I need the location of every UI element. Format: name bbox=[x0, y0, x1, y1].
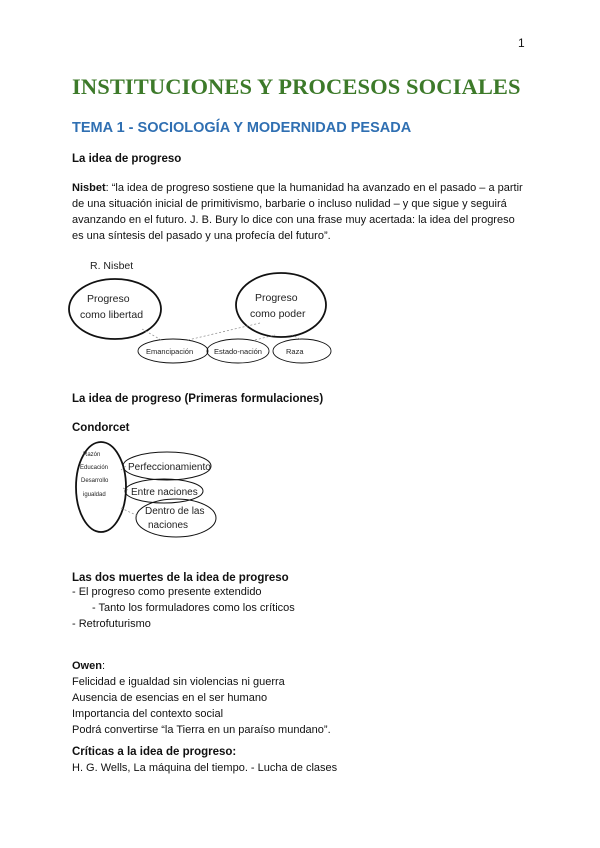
oval-label: como libertad bbox=[80, 309, 144, 321]
owen-line: Podrá convertirse “la Tierra en un paraíso mundano”. bbox=[72, 724, 331, 736]
branch-label: Dentro de las bbox=[145, 506, 205, 517]
oval-progreso-poder bbox=[236, 273, 326, 337]
nisbet-quote bbox=[72, 180, 523, 244]
section-heading-primeras-formulaciones: La idea de progreso (Primeras formulaciones) bbox=[72, 393, 324, 405]
dos-muertes-list bbox=[72, 584, 295, 632]
quote-line: : “la idea de progreso sostiene que la humanidad ha avanzado en el pasado – a partir bbox=[105, 182, 523, 194]
core-item: Razón bbox=[83, 452, 101, 458]
owen-name: Owen bbox=[72, 660, 102, 672]
owen-line: Felicidad e igualdad sin violencias ni guerra bbox=[72, 676, 285, 688]
list-item: - Retrofuturismo bbox=[72, 618, 151, 630]
owen-block bbox=[72, 658, 331, 738]
owen-line: Ausencia de esencias en el ser humano bbox=[72, 692, 268, 704]
section-heading-criticas: Críticas a la idea de progreso: bbox=[72, 746, 237, 758]
oval-label: Progreso bbox=[87, 293, 130, 305]
topic-heading: TEMA 1 - SOCIOLOGÍA Y MODERNIDAD PESADA bbox=[72, 120, 412, 136]
quote-line: de una situación inicial de primitivismo, barbarie o incluso nulidad – y que sigue y seguirá bbox=[72, 198, 507, 210]
branch-label: Entre naciones bbox=[131, 487, 198, 498]
oval-label: Emancipación bbox=[146, 347, 194, 356]
oval-label: como poder bbox=[250, 308, 306, 320]
quote-line: es una síntesis del pasado y una profecía del futuro”. bbox=[72, 230, 331, 242]
section-heading-dos-muertes: Las dos muertes de la idea de progreso bbox=[72, 572, 289, 584]
diagram-author: R. Nisbet bbox=[90, 260, 134, 272]
nisbet-diagram bbox=[60, 255, 360, 370]
branch-label: naciones bbox=[148, 520, 189, 531]
list-item: - Tanto los formuladores como los críticos bbox=[92, 602, 295, 614]
oval-dentro-naciones bbox=[136, 499, 216, 537]
list-item: - El progreso como presente extendido bbox=[72, 586, 262, 598]
connector-line bbox=[188, 323, 260, 340]
document-title: INSTITUCIONES Y PROCESOS SOCIALES bbox=[72, 74, 521, 99]
owen-colon: : bbox=[101, 660, 106, 672]
oval-label: Progreso bbox=[255, 292, 298, 304]
quote-line: avanzando en el futuro. J. B. Bury lo dice con una frase muy acertada: la idea del progreso bbox=[72, 214, 515, 226]
core-item: Desarrollo bbox=[81, 478, 109, 484]
page-number: 1 bbox=[518, 36, 525, 50]
criticas-line: H. G. Wells, La máquina del tiempo. - Lucha de clases bbox=[72, 762, 338, 774]
section-heading-idea-progreso: La idea de progreso bbox=[72, 153, 182, 165]
condorcet-heading: Condorcet bbox=[72, 422, 130, 434]
branch-label: Perfeccionamiento bbox=[128, 462, 211, 473]
core-item: Educación bbox=[80, 465, 109, 471]
core-item: igualdad bbox=[83, 492, 106, 498]
owen-line: Importancia del contexto social bbox=[72, 708, 224, 720]
nisbet-name: Nisbet bbox=[72, 182, 106, 194]
oval-label: Raza bbox=[286, 347, 304, 356]
condorcet-diagram bbox=[68, 438, 228, 542]
oval-label: Estado-nación bbox=[214, 347, 262, 356]
